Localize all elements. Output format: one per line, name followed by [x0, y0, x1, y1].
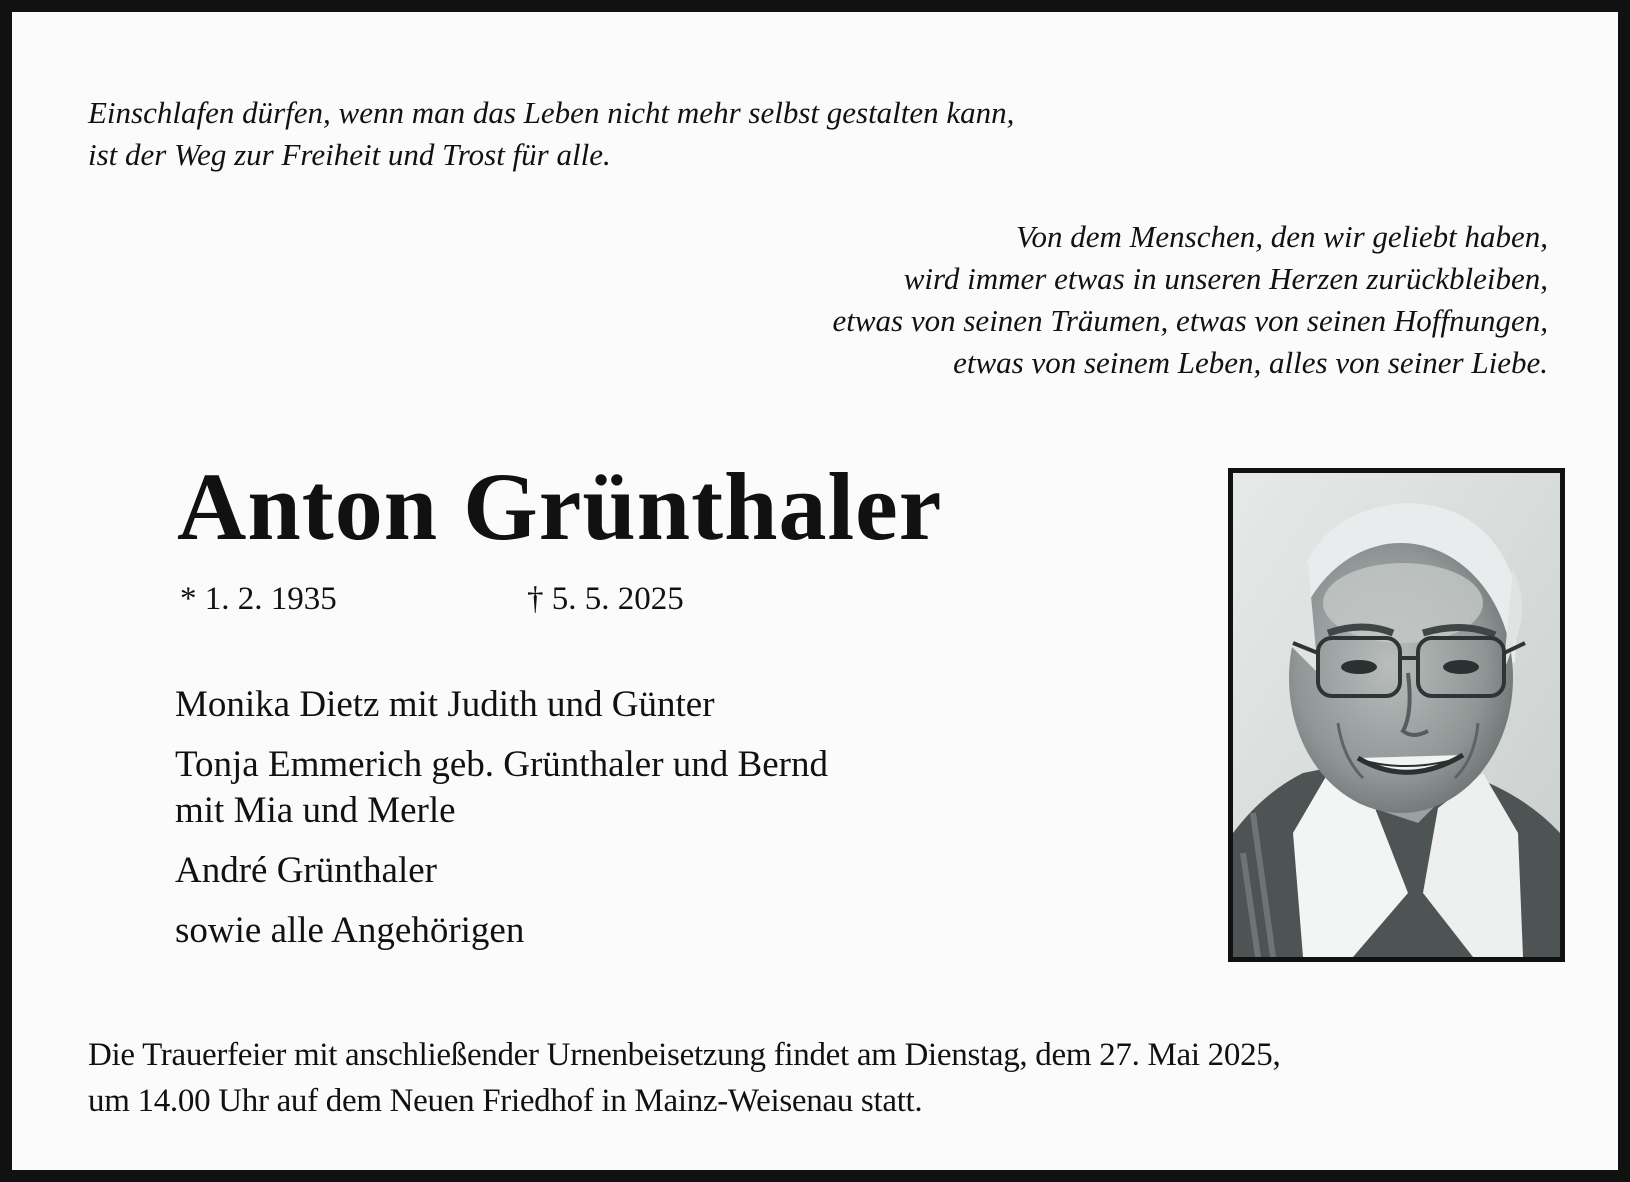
opening-quote: [88, 92, 1014, 176]
ceremony-line: Die Trauerfeier mit anschließender Urnenbeisetzung findet am Dienstag, dem 27. Mai 2025,: [88, 1037, 1281, 1073]
mourner-line: André Grünthaler: [175, 850, 437, 891]
mourner-entry: [175, 742, 828, 834]
quote-line: etwas von seinem Leben, alles von seiner Liebe.: [953, 345, 1548, 380]
portrait-photo: [1228, 468, 1565, 962]
mourner-line: mit Mia und Merle: [175, 790, 456, 831]
mourner-entry: [175, 682, 828, 728]
ceremony-notice: [88, 1032, 1280, 1124]
quote-line: Einschlafen dürfen, wenn man das Leben nicht mehr selbst gestalten kann,: [88, 95, 1015, 130]
mourner-entry: [175, 848, 828, 894]
mourner-entry: [175, 908, 828, 954]
deceased-name: Anton Grünthaler: [177, 453, 943, 560]
death-date: † 5. 5. 2025: [527, 581, 684, 617]
portrait-illustration: [1233, 473, 1560, 957]
quote-line: ist der Weg zur Freiheit und Trost für alle.: [88, 137, 611, 172]
mourner-line: sowie alle Angehörigen: [175, 910, 525, 951]
birth-date: * 1. 2. 1935: [180, 581, 337, 617]
memorial-quote: [833, 216, 1549, 384]
quote-line: etwas von seinen Träumen, etwas von seinen Hoffnungen,: [832, 303, 1548, 338]
quote-line: Von dem Menschen, den wir geliebt haben,: [1015, 219, 1548, 254]
quote-line: wird immer etwas in unseren Herzen zurückbleiben,: [903, 261, 1548, 296]
mourners-list: [175, 682, 828, 968]
mourner-line: Monika Dietz mit Judith und Günter: [175, 684, 715, 725]
ceremony-line: um 14.00 Uhr auf dem Neuen Friedhof in Mainz-Weisenau statt.: [88, 1083, 923, 1119]
mourner-line: Tonja Emmerich geb. Grünthaler und Bernd: [175, 744, 828, 785]
